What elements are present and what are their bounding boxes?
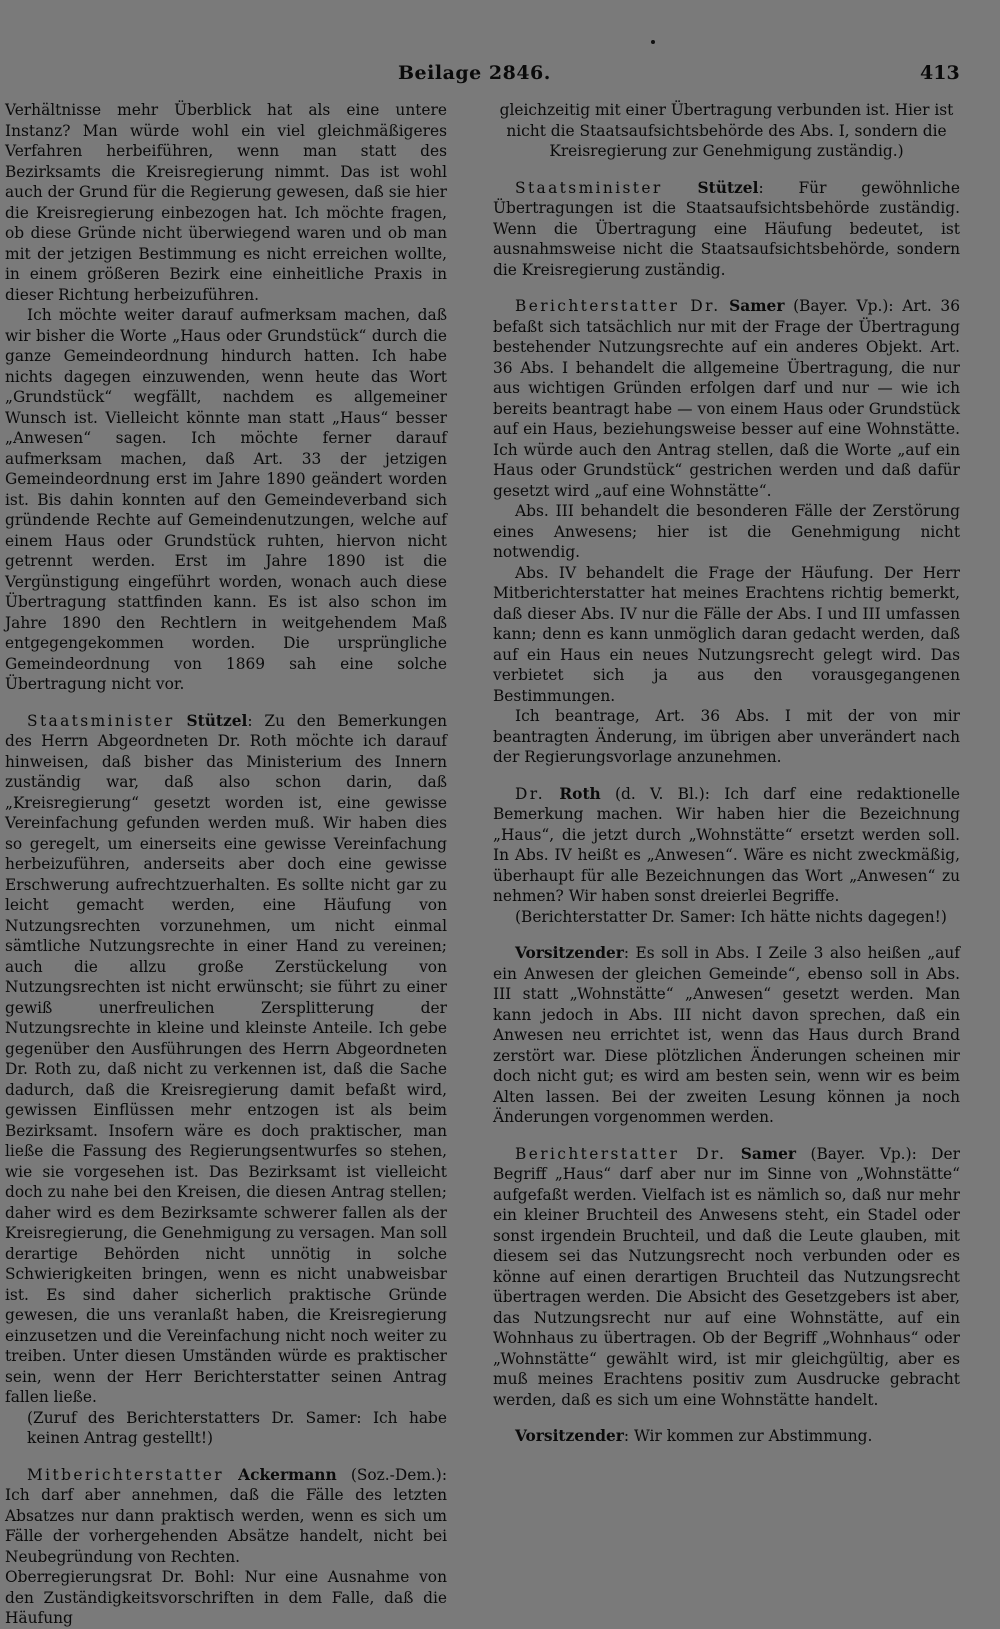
speaker-name: Roth <box>559 784 601 803</box>
speaker-role: Berichterstatter Dr. <box>515 1144 727 1163</box>
speech-paragraph <box>493 784 960 907</box>
paragraph: Ich möchte weiter darauf aufmerksam machen, daß wir bisher die Worte „Haus oder Grundstück“ durch die ganze Gemeindeordnung hindurch hatten. Ich habe nichts dagegen einzuwenden, wenn heute das Wort „Grundstück“ wegfällt, nachdem es allgemeiner Wunsch ist. Vielleicht könnte man statt „Haus“ besser „Anwesen“ sagen. Ich möchte ferner darauf aufmerksam machen, daß Art. 33 der jetzigen Gemeindeordnung erst im Jahre 1890 geändert worden ist. Bis dahin konnten auf den Gemeindeverband sich gründende Rechte auf Gemeindenutzungen, welche auf einem Haus oder Grundstück ruhten, hiervon nicht getrennt werden. Erst im Jahre 1890 ist die Vergünstigung eingeführt worden, wonach auch diese Übertragung stattfinden kann. Es ist also schon im Jahre 1890 den Rechtlern in weitgehendem Maß entgegengekommen worden. Die ursprüngliche Gemeindeordnung von 1869 sah eine solche Übertragung nicht vor. <box>5 306 447 693</box>
print-mark <box>651 40 655 44</box>
speech-text: : Zu den Bemerkungen des Herrn Abgeordneten Dr. Roth möchte ich darauf hinweisen, daß bisher das Ministerium des Innern zuständig war, daß also schon darin, daß „Kreisregierung“ gesetzt worden ist, eine gewisse Vereinfachung gefunden werden muß. Wir haben dies so geregelt, um einerseits eine gewisse Vereinfachung herbeizuführen, anderseits aber doch eine gewisse Erschwerung aufrechtzuerhalten. Es sollte nicht gar zu leicht gemacht werden, eine Häufung von Nutzungsrechten vorzunehmen, um nicht einmal sämtliche Nutzungsrechte in einer Hand zu vereinen; auch die allzu große Zerstückelung von Nutzungsrechten ist nicht erwünscht; sie führt zu einer gewiß unerfreulichen Zersplitterung der Nutzungsrechte in kleine und kleinste Anteile. Ich gebe gegenüber den Ausführungen des Herrn Abgeordneten Dr. Roth zu, daß nicht zu verkennen ist, daß die Sache dadurch, daß die Kreisregierung damit befaßt wird, gewissen Einflüssen mehr entzogen ist als beim Bezirksamt. Insofern wäre es doch praktischer, man ließe die Fassung des Regierungsentwurfes so stehen, wie sie vorgesehen ist. Das Bezirksamt ist vielleicht doch zu nahe bei den Kreisen, die diesen Antrag stellen; daher wird es dem Bezirksamte schwerer fallen als der Kreisregierung, die Genehmigung zu versagen. Man soll derartige Behörden nicht unnötig in solche Schwierigkeiten bringen, wenn es nicht unabweisbar ist. Es sind daher sicherlich praktische Gründe gewesen, die uns veranlaßt haben, die Kreisregierung einzusetzen und die Vereinfachung nicht noch weiter zu treiben. Unter diesen Umständen würde es praktischer sein, wenn der Herr Berichterstatter seinen Antrag fallen ließe. <box>5 711 447 1406</box>
speech-text: : Für gewöhnliche Übertragungen ist die Staatsaufsichtsbehörde zuständig. Wenn die Übertragung eine Häufung bedeutet, ist ausnahmsweise nicht die Staatsaufsichtsbehörde, sondern die Kreisregierung zuständig. <box>493 178 960 279</box>
speech-text: (Bayer. Vp.): Der Begriff „Haus“ darf aber nur im Sinne von „Wohnstätte“ aufgefaßt werden. Vielfach ist es nämlich so, daß nur mehr ein kleiner Bruchteil des Anwesens steht, ein Stadel oder sonst irgendein Bruchteil, und daß die Leute glauben, mit diesem sei das Nutzungsrecht noch verbunden oder es könne auf einen derartigen Bruchteil das Nutzungsrecht übertragen werden. Die Absicht des Gesetzgebers ist aber, das Nutzungsrecht nur auf eine Wohnstätte, auf ein Wohnhaus zu übertragen. Ob der Begriff „Wohnhaus“ oder „Wohnstätte“ gewählt wird, ist mir gleichgültig, aber es muß meines Erachtens positiv zum Ausdrucke gebracht werden, daß es sich um eine Wohnstätte handelt. <box>493 1144 960 1409</box>
speech-text: : Wir kommen zur Abstimmung. <box>623 1427 873 1445</box>
paragraph: Oberregierungsrat Dr. Bohl: Nur eine Ausnahme von den Zuständigkeitsvorschriften in dem Falle, daß die Häufung <box>5 1568 447 1627</box>
paragraph: gleichzeitig mit einer Übertragung verbunden ist. Hier ist nicht die Staatsaufsichtsbehörde des Abs. I, sondern die Kreisregierung zur Genehmigung zuständig.) <box>499 101 954 160</box>
speech-paragraph <box>493 1144 960 1411</box>
speech-paragraph <box>5 1465 447 1568</box>
speech-paragraph <box>5 711 447 1408</box>
speech-text: : Es soll in Abs. I Zeile 3 also heißen „auf ein Anwesen der gleichen Gemeinde“, ebenso soll in Abs. III statt „Wohnstätte“ „Anwesen“ gesetzt werden. Man kann jedoch in Abs. III nicht davon sprechen, daß ein Anwesen neu errichtet ist, wenn das Haus durch Brand zerstört war. Diese plötzlichen Änderungen scheinen mir doch nicht gut; es wird am besten sein, wenn wir es beim Alten lassen. Bei der zweiten Lesung können ja noch Änderungen vorgenommen werden. <box>493 944 960 1126</box>
speaker-name: Vorsitzender <box>515 944 624 962</box>
speaker-role: Staatsminister <box>515 178 663 197</box>
paragraph: Abs. IV behandelt die Frage der Häufung. Der Herr Mitberichterstatter hat meines Erachtens richtig bemerkt, daß dieser Abs. IV nur die Fälle der Abs. I und III umfassen kann; denn es kann unmöglich daran gedacht werden, daß auf ein Haus ein neues Nutzungsrecht gelegt wird. Das verbietet sich ja aus den vorausgegangenen Bestimmungen. <box>493 563 960 705</box>
speaker-role: Berichterstatter Dr. <box>515 297 721 315</box>
page-header-title: Beilage 2846. <box>398 62 551 84</box>
page-number: 413 <box>920 62 960 84</box>
right-column <box>493 100 960 1447</box>
interjection: (Berichterstatter Dr. Samer: Ich hätte nichts dagegen!) <box>515 907 947 926</box>
speech-paragraph <box>493 943 960 1128</box>
speech-paragraph <box>493 296 960 501</box>
interjection: (Zuruf des Berichterstatters Dr. Samer: Ich habe keinen Antrag gestellt!) <box>27 1408 447 1447</box>
speaker-name: Samer <box>740 1144 797 1163</box>
speaker-name: Stützel <box>186 711 248 730</box>
speech-text: (Bayer. Vp.): Art. 36 befaßt sich tatsächlich nur mit der Frage der Übertragung bestehender Nutzungsrechte auf ein anderes Objekt. Art. 36 Abs. I behandelt die allgemeine Übertragung, die nur aus wichtigen Gründen erfolgen darf und nur — wie ich bereits beantragt habe — von einem Haus oder Grundstück auf ein Haus, beziehungsweise besser auf eine Wohnstätte. Ich würde auch den Antrag stellen, daß die Worte „auf ein Haus oder Grundstück“ gestrichen werden und daß dafür gesetzt wird „auf eine Wohnstätte“. <box>493 297 960 500</box>
speaker-name: Ackermann <box>238 1465 337 1484</box>
left-column <box>5 100 447 1629</box>
speaker-name: Stützel <box>697 178 759 197</box>
paragraph: Abs. III behandelt die besonderen Fälle der Zerstörung eines Anwesens; hier ist die Genehmigung nicht notwendig. <box>493 502 960 561</box>
speech-text: (Soz.-Dem.): Ich darf aber annehmen, daß die Fälle des letzten Absatzes nur dann praktisch werden, wenn es sich um Fälle der vorhergehenden Absätze handelt, nicht bei Neubegründung von Rechten. <box>5 1465 447 1566</box>
speaker-name: Vorsitzender <box>515 1427 624 1445</box>
paragraph: Verhältnisse mehr Überblick hat als eine untere Instanz? Man würde wohl ein viel gleichmäßigeres Verfahren herbeiführen, wenn man statt des Bezirksamts die Kreisregierung nimmt. Das ist wohl auch der Grund für die Regierung gewesen, daß sie hier die Kreisregierung einbezogen hat. Ich möchte fragen, ob diese Gründe nicht überwiegend waren und ob man mit der jetzigen Bestimmung es nicht erreichen wollte, in einem größeren Bezirk eine einheitliche Praxis in dieser Richtung herbeizuführen. <box>5 101 447 304</box>
paragraph: Ich beantrage, Art. 36 Abs. I mit der von mir beantragten Änderung, im übrigen aber unverändert nach der Regierungsvorlage anzunehmen. <box>493 707 960 766</box>
speech-text: (d. V. Bl.): Ich darf eine redaktionelle Bemerkung machen. Wir haben hier die Bezeichnung „Haus“, die jetzt durch „Wohnstätte“ ersetzt werden soll. In Abs. IV heißt es „Anwesen“. Wäre es nicht zweckmäßig, überhaupt für alle Bezeichnungen das Wort „Anwesen“ zu nehmen? Wir haben sonst dreierlei Begriffe. <box>493 784 960 905</box>
speaker-role: Staatsminister <box>27 711 175 730</box>
speech-paragraph <box>493 178 960 281</box>
speech-paragraph <box>493 1426 960 1447</box>
speaker-role: Mitberichterstatter <box>27 1465 224 1484</box>
speaker-role: Dr. <box>515 784 546 803</box>
speaker-name: Samer <box>729 297 785 315</box>
